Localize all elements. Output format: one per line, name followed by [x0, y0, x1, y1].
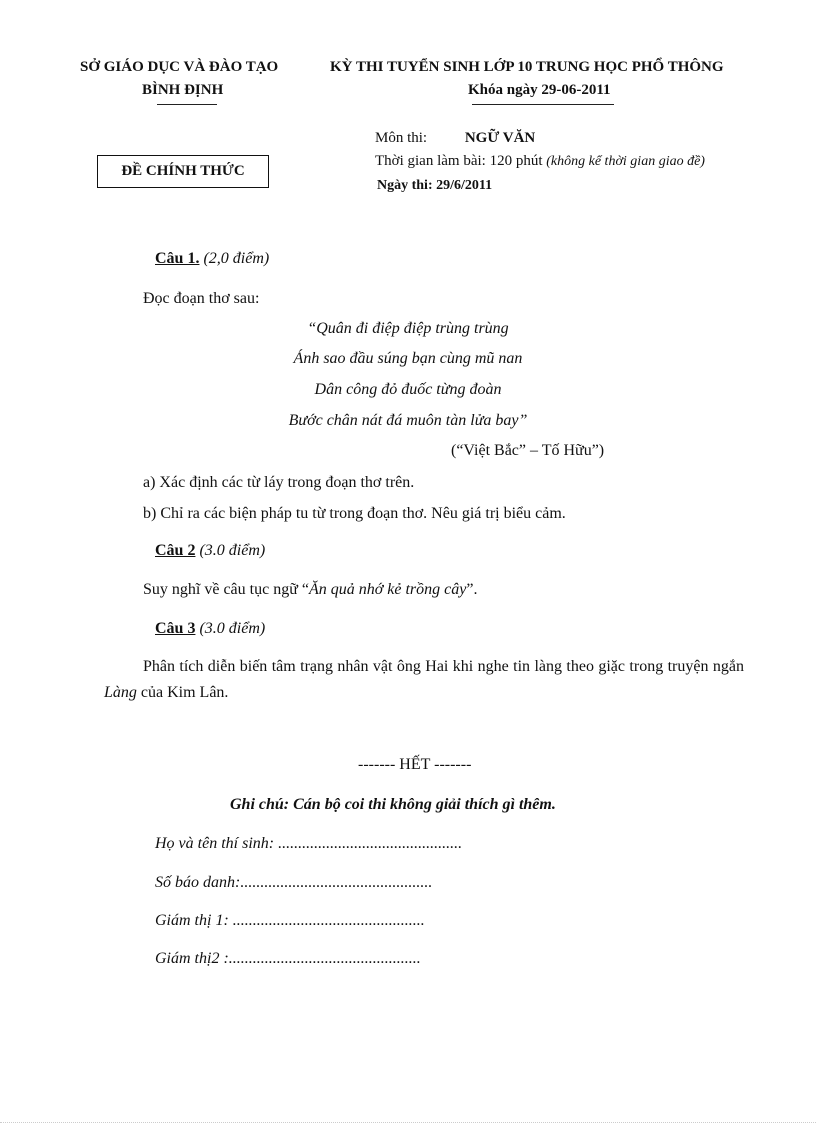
q1-intro: Đọc đoạn thơ sau: [143, 290, 260, 307]
q1-points: (2,0 điểm) [203, 250, 270, 267]
department-name: SỞ GIÁO DỤC VÀ ĐÀO TẠO [80, 59, 279, 75]
exam-title: KỲ THI TUYỂN SINH LỚP 10 TRUNG HỌC PHỔ THÔNG [330, 59, 724, 75]
q2-text [143, 581, 477, 599]
poem-line: Dân công đỏ đuốc từng đoàn [314, 381, 502, 398]
candidate-name-field: Họ và tên thí sinh: .............................................. [155, 835, 463, 852]
subject-line [375, 130, 535, 147]
candidate-number-field: Số báo danh:................................................ [155, 874, 433, 891]
official-label-box [97, 155, 269, 188]
q2-points: (3.0 điểm) [199, 542, 266, 559]
q3-work: Làng [104, 684, 137, 701]
q3-text [104, 654, 744, 706]
poem-source: (“Việt Bắc” – Tố Hữu”) [451, 442, 605, 459]
q3-points: (3.0 điểm) [199, 620, 266, 637]
proctor-2-field: Giám thị2 :................................................ [155, 950, 421, 967]
q3-heading [155, 620, 265, 638]
time-label: Thời gian làm bài: 120 phút [375, 153, 543, 169]
subject-value: NGỮ VĂN [464, 130, 536, 146]
q1-part-b: b) Chỉ ra các biện pháp tu từ trong đoạn thơ. Nêu giá trị biểu cảm. [143, 505, 566, 522]
poem-line: “Quân đi điệp điệp trùng trùng [307, 320, 509, 337]
time-note: (không kể thời gian giao đề) [546, 154, 705, 169]
q3-title: Câu 3 [155, 620, 196, 637]
q1-heading [155, 250, 269, 268]
q2-text-before: Suy nghĩ về câu tục ngữ “ [143, 581, 309, 598]
province-name: BÌNH ĐỊNH [142, 82, 224, 98]
q2-heading [155, 542, 265, 560]
time-line [375, 153, 705, 170]
official-label: ĐỀ CHÍNH THỨC [121, 163, 245, 179]
poem-line: Ánh sao đầu súng bạn cùng mũ nan [293, 350, 523, 367]
q2-title: Câu 2 [155, 542, 196, 559]
exam-date: Ngày thi: 29/6/2011 [377, 178, 493, 193]
q3-text-after: của Kim Lân. [136, 684, 229, 701]
exam-session: Khóa ngày 29-06-2011 [468, 82, 611, 98]
poem-line: Bước chân nát đá muôn tàn lửa bay” [288, 412, 528, 429]
end-mark: ------- HẾT ------- [358, 756, 472, 773]
q3-text-before: Phân tích diễn biến tâm trạng nhân vật ông Hai khi nghe tin làng theo giặc trong truyện ngắn [143, 658, 744, 675]
proctor-1-field: Giám thị 1: ................................................ [155, 912, 425, 929]
header-right-rule [472, 104, 614, 105]
proctor-note: Ghi chú: Cán bộ coi thi không giải thích gì thêm. [230, 796, 556, 813]
q1-title: Câu 1. [155, 250, 200, 267]
subject-label: Môn thi: [375, 130, 428, 146]
q2-text-after: ”. [466, 581, 478, 598]
header-left-rule [157, 104, 217, 105]
q2-proverb: Ăn quả nhớ kẻ trồng cây [308, 581, 467, 598]
q1-part-a: a) Xác định các từ láy trong đoạn thơ trên. [143, 474, 415, 491]
